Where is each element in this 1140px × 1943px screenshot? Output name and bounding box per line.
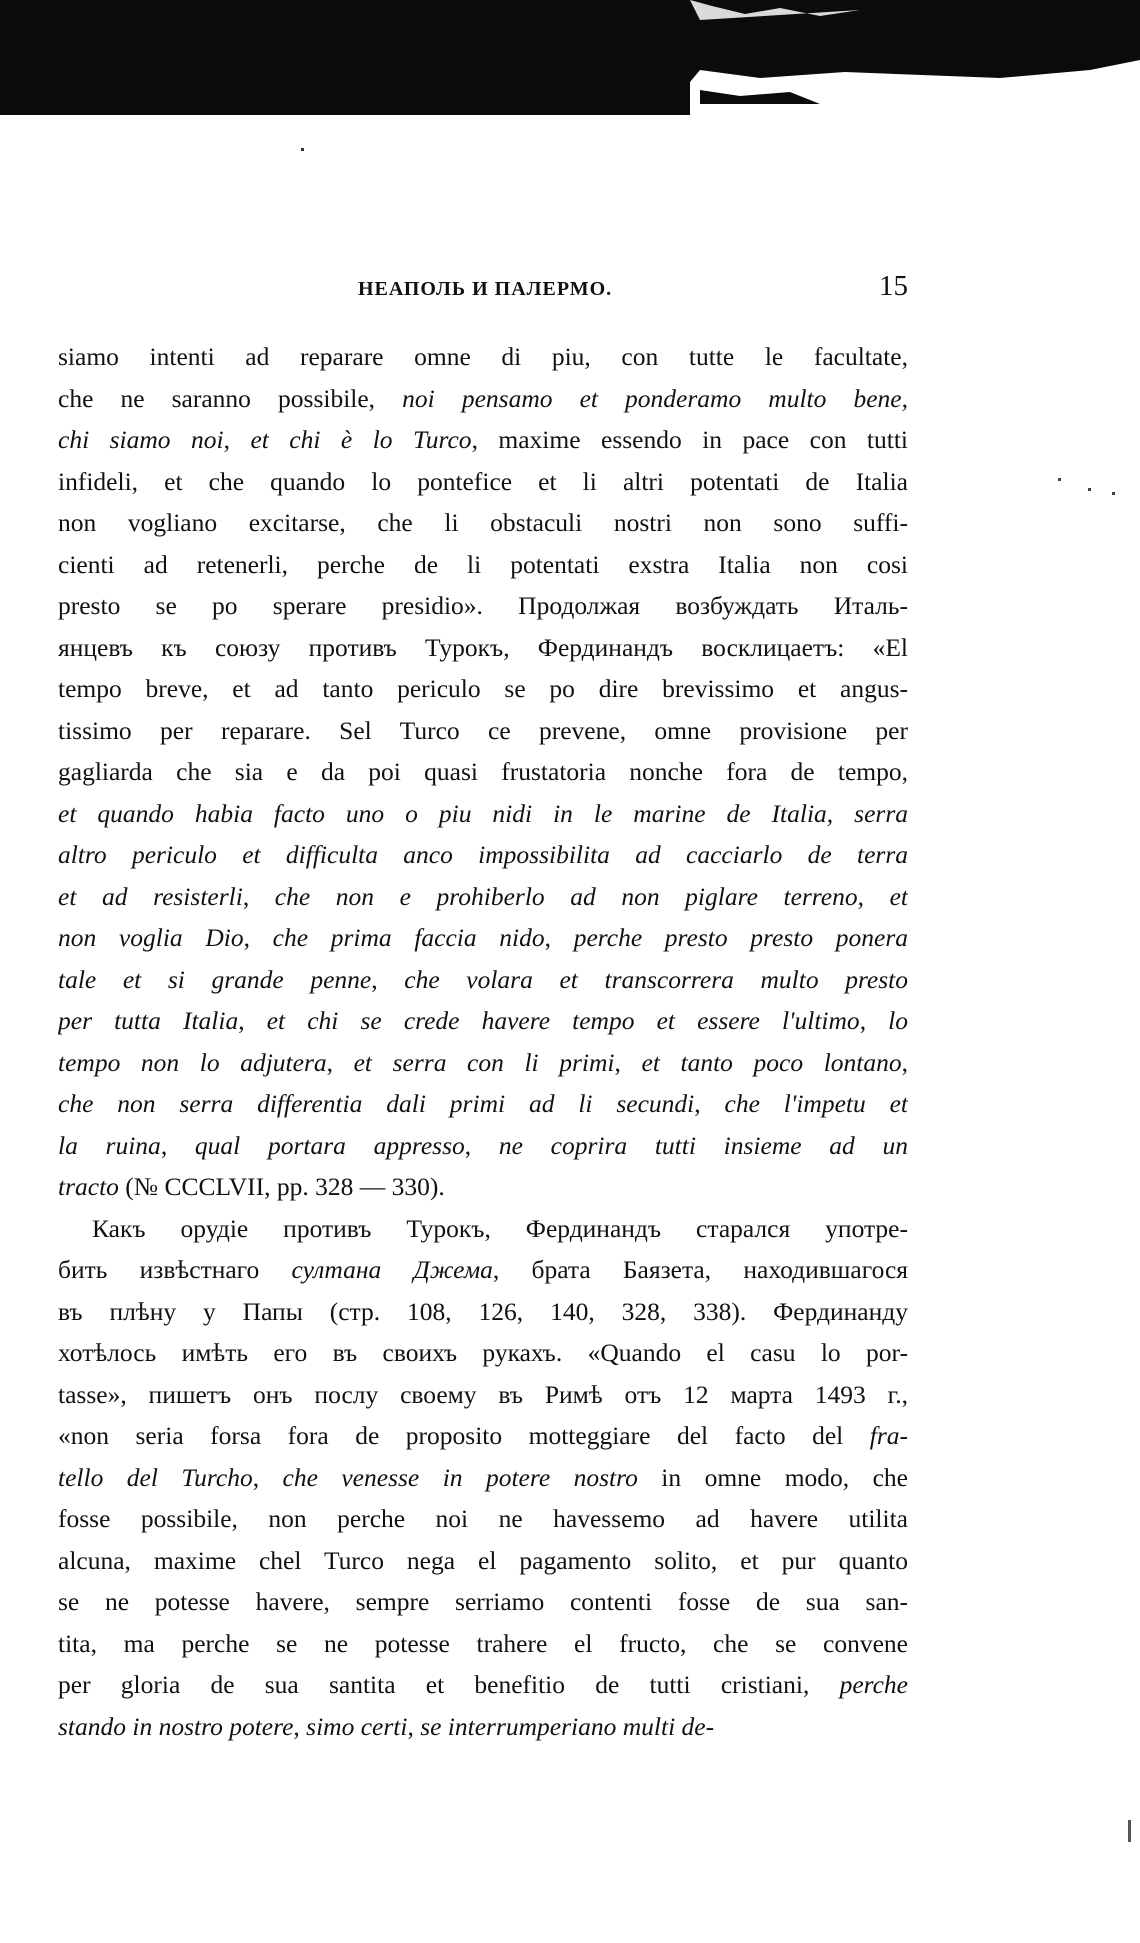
text-run: che ne saranno possibile, xyxy=(58,383,403,413)
text-run: se ne potesse havere, sempre serriamo contenti fosse de sua san- xyxy=(58,1587,908,1616)
italic-run: et ad resisterli xyxy=(58,881,243,911)
italic-run: che non e prohiberlo ad non piglare terreno xyxy=(274,881,858,911)
italic-run: che non serra differentia dali primi ad li secundi xyxy=(58,1089,695,1118)
text-run: , xyxy=(223,425,251,454)
italic-run: la ruina xyxy=(58,1130,161,1160)
italic-run: султана Джема xyxy=(291,1255,493,1284)
text-line xyxy=(58,1083,908,1125)
italic-run: et chi se crede havere tempo et essere l'ultimo xyxy=(266,1006,860,1035)
text-line xyxy=(58,793,908,835)
text-run: , xyxy=(859,1006,889,1035)
italic-run: tello del Turcho xyxy=(58,1462,253,1492)
italic-run: che l'impetu et xyxy=(724,1089,908,1118)
text-run: , xyxy=(238,1006,267,1035)
text-run: , xyxy=(614,1047,642,1077)
scan-speck xyxy=(1058,478,1061,481)
text-run: cienti ad retenerli, perche de li potentati exstra Italia non cosi xyxy=(58,549,908,579)
text-run: хотѣлось имѣть его въ своихъ рукахъ. «Quando el casu lo por- xyxy=(58,1338,908,1367)
italic-run: et quando habia facto uno o piu nidi in le marine de Italia, serra xyxy=(58,798,908,828)
text-line xyxy=(58,1664,908,1706)
text-run: , xyxy=(252,1462,283,1492)
text-run: fosse possibile, non perche noi ne havessemo ad havere utilita xyxy=(58,1504,908,1533)
text-run: , xyxy=(160,1130,195,1160)
text-run: , xyxy=(243,923,273,952)
italic-run: simo certi xyxy=(306,1711,408,1741)
scan-noise xyxy=(0,0,1140,115)
text-line xyxy=(58,378,908,420)
text-line xyxy=(58,585,908,627)
italic-run: et xyxy=(889,881,908,911)
scan-speck xyxy=(301,148,304,151)
text-line xyxy=(58,834,908,876)
text-run: бить извѣстнаго xyxy=(58,1255,292,1284)
text-line xyxy=(58,1332,908,1374)
text-run: presto se po sperare presidio». Продолжая возбуждать Италь- xyxy=(58,591,908,620)
text-run: , xyxy=(901,1047,908,1077)
text-line xyxy=(58,668,908,710)
italic-run: et chi è lo Turco xyxy=(250,425,472,454)
text-line xyxy=(58,1042,908,1084)
text-line xyxy=(58,1125,908,1167)
text-run: , xyxy=(242,881,275,911)
text-line xyxy=(58,1498,908,1540)
text-line xyxy=(58,710,908,752)
text-run: alcuna, maxime chel Turco nega el pagamento solito, et pur quanto xyxy=(58,1545,908,1575)
page-header xyxy=(58,270,908,310)
italic-run: perche xyxy=(839,1670,908,1699)
italic-run: fra- xyxy=(869,1421,908,1450)
text-run: , maxime essendo in pace con tutti xyxy=(471,425,908,454)
text-run: siamo intenti ad reparare omne di piu, con tutte le facultate, xyxy=(58,342,908,371)
scan-speck xyxy=(1128,1820,1131,1842)
body-text xyxy=(58,336,908,1747)
text-run: янцевъ къ союзу противъ Турокъ, Фердинандъ восклицаетъ: «El xyxy=(58,632,908,662)
italic-run: se interrumperiano multi de- xyxy=(420,1711,715,1741)
running-title: НЕАПОЛЬ И ПАЛЕРМО. xyxy=(358,278,613,300)
text-line xyxy=(58,1415,908,1457)
text-line xyxy=(58,461,908,503)
text-run: въ плѣну у Папы (стр. 108, 126, 140, 328, 338). Фердинанду xyxy=(58,1296,908,1326)
text-line xyxy=(58,1249,908,1291)
text-line xyxy=(58,336,908,378)
italic-run: qual portara appresso xyxy=(194,1130,465,1160)
scan-speck xyxy=(1112,492,1115,495)
text-run: tempo breve, et ad tanto periculo se po dire brevissimo et angus- xyxy=(58,674,908,703)
text-run: gagliarda che sia e da poi quasi frustatoria nonche fora de tempo, xyxy=(58,757,908,786)
text-run: , xyxy=(694,1089,725,1118)
text-line xyxy=(58,627,908,669)
text-run: per gloria de sua santita et benefitio de tutti cristiani, xyxy=(58,1670,840,1699)
text-line xyxy=(58,419,908,461)
text-line xyxy=(58,917,908,959)
italic-run: altro periculo et difficulta anco impossibilita ad cacciarlo de terra xyxy=(58,840,908,869)
text-line xyxy=(58,1166,908,1208)
text-line xyxy=(58,1623,908,1665)
italic-run: chi siamo noi xyxy=(58,425,224,454)
italic-run: ne coprira tutti insieme ad un xyxy=(498,1130,908,1160)
text-run: , xyxy=(857,881,890,911)
text-line xyxy=(58,1000,908,1042)
text-line xyxy=(58,1374,908,1416)
text-line xyxy=(58,502,908,544)
text-run: , xyxy=(407,1711,421,1741)
scan-speck xyxy=(1088,488,1091,491)
page-number: 15 xyxy=(879,270,908,302)
text-line xyxy=(58,1208,908,1250)
text-run: , xyxy=(544,923,574,952)
text-run: Какъ орудіе противъ Турокъ, Фердинандъ старался употре- xyxy=(92,1213,908,1243)
text-line xyxy=(58,1457,908,1499)
text-run: , xyxy=(464,1130,499,1160)
text-run: tissimo per reparare. Sel Turco ce prevene, omne provisione per xyxy=(58,715,908,745)
text-run: , xyxy=(371,964,405,994)
text-line xyxy=(58,1291,908,1333)
text-run: «non seria forsa fora de proposito motteggiare del facto del xyxy=(58,1421,870,1450)
italic-run: tracto xyxy=(58,1172,119,1201)
text-run: tasse», пишетъ онъ послу своему въ Римѣ отъ 12 марта 1493 г., xyxy=(58,1379,908,1409)
italic-run: lo xyxy=(888,1006,908,1035)
text-line xyxy=(58,544,908,586)
text-run: in omne modo, che xyxy=(637,1462,908,1492)
italic-run: perche presto presto ponera xyxy=(573,923,908,952)
italic-run: che venesse in potere nostro xyxy=(282,1462,638,1492)
text-run: non vogliano excitarse, che li obstaculi nostri non sono suffi- xyxy=(58,508,908,537)
italic-run: che volara et transcorrera multo presto xyxy=(404,964,908,994)
text-line xyxy=(58,876,908,918)
text-line xyxy=(58,1540,908,1582)
italic-run: et tanto poco lontano xyxy=(641,1047,902,1077)
italic-run: non voglia Dio xyxy=(58,923,244,952)
italic-run: et serra con li primi xyxy=(353,1047,615,1077)
text-run: , xyxy=(326,1047,354,1077)
text-line xyxy=(58,751,908,793)
italic-run: tempo non lo adjutera xyxy=(58,1047,327,1077)
text-run: infideli, et che quando lo pontefice et li altri potentati de Italia xyxy=(58,466,908,496)
italic-run: tale et si grande penne xyxy=(58,964,372,994)
text-run: , xyxy=(293,1711,307,1741)
text-line xyxy=(58,1581,908,1623)
italic-run: che prima faccia nido xyxy=(272,923,545,952)
text-run: , брата Баязета, находившагося xyxy=(492,1255,908,1284)
text-run: tita, ma perche se ne potesse trahere el fructo, che se convene xyxy=(58,1628,908,1658)
italic-run: per tutta Italia xyxy=(58,1006,239,1035)
text-run: (№ CCCLVII, pp. 328 — 330). xyxy=(118,1172,445,1201)
text-line xyxy=(58,1706,908,1748)
italic-run: stando in nostro potere xyxy=(58,1711,294,1741)
text-line xyxy=(58,959,908,1001)
italic-run: noi pensamo et ponderamo multo bene, xyxy=(402,383,908,413)
